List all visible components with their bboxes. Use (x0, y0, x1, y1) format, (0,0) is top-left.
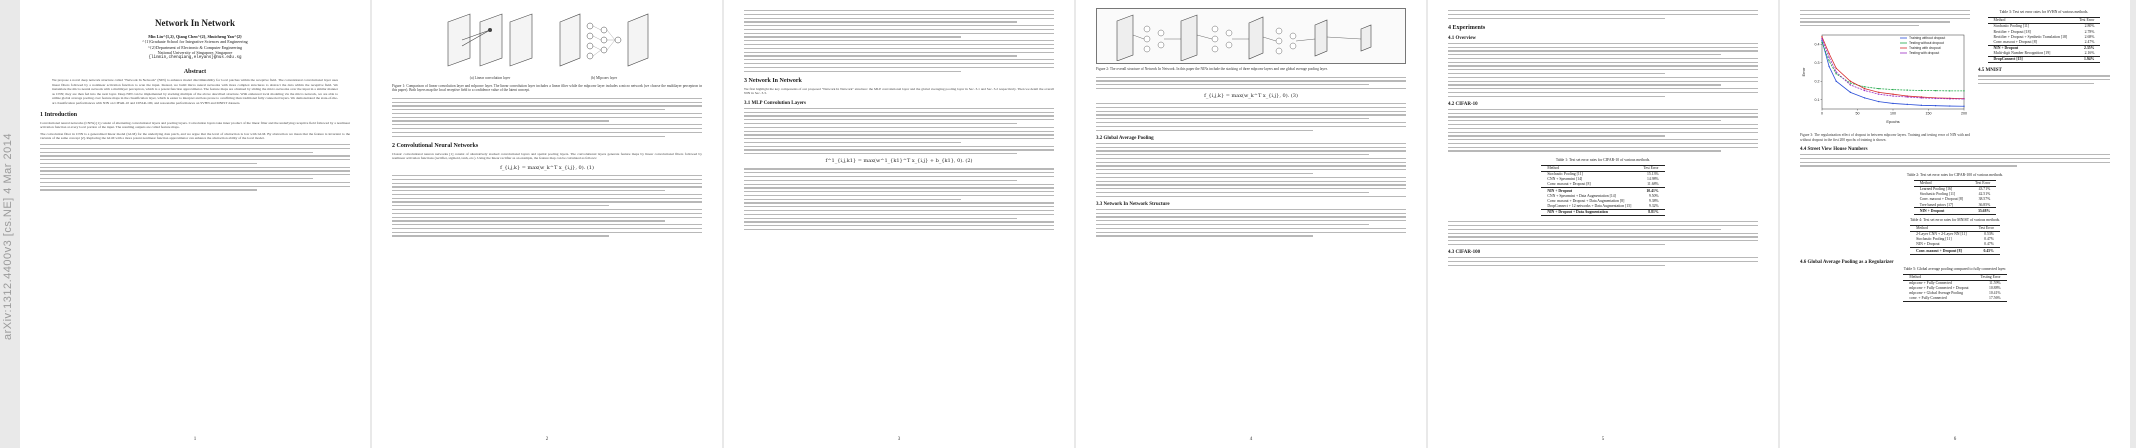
table-gap (1903, 274, 2006, 303)
data-point (1836, 68, 1837, 69)
table-row (1914, 208, 1997, 214)
table-5-caption: Table 5: Global average pooling compared to fully connected layer. (1903, 266, 2007, 271)
body-text-lines (744, 168, 1054, 230)
data-point (1935, 105, 1936, 106)
body-text-lines (392, 98, 702, 137)
linear-conv-diagram (440, 10, 540, 68)
intro-paragraph-2: The convolution filter in CNN is a generalized linear model (GLM) for the underlying data patch, and we argue that the level of abstraction is low with GLM. By abstraction we mean that the feature is invariant to the variants of the same concept [2]. Replacing the GLM with a more potent nonlinear function approximator can enhance the abstraction ability of the local model. (40, 131, 350, 141)
y-axis-label: Error (1801, 67, 1806, 77)
error-cell: 11.59% (1989, 280, 2001, 285)
section-4-heading: 4 Experiments (1448, 24, 1486, 31)
error-cell: 15.13% (1646, 172, 1659, 177)
page-number: 4 (1249, 437, 1253, 442)
body-text-lines (1800, 10, 1970, 26)
data-point (1892, 95, 1893, 96)
section-4-3-heading: 4.3 CIFAR-100 (1448, 250, 1481, 256)
table-row (1914, 197, 1997, 202)
table-3-caption: Table 3: Test set error rates for SVHN of various methods. (1999, 10, 2089, 14)
body-text-lines (1096, 209, 1406, 237)
method-cell: Conv. maxout + Dropout + Data Augmentation [8] (1547, 198, 1625, 203)
error-cell: 11.68% (1647, 182, 1659, 187)
abstract-text: We propose a novel deep network structure called "Network In Network" (NIN) to enhance model discriminability for local patches within the receptive field. The conventional convolutional layer uses linear filters followed by a nonlinear activation function to scan the input. Instead, we build micro neural networks with more complex structures to abstract the data within the receptive field. We instantiate the micro neural network with a multilayer perceptron, which is a potent function approximator. The feature maps are obtained by sliding the micro networks over the input in a similar manner as CNN; they are then fed into the next layer. Deep NIN can be implemented by stacking multiple of the above described structure. With enhanced local modeling via the micro network, we are able to utilize global average pooling over feature maps in the classification layer, which is easier to interpret and less prone to overfitting than traditional fully connected layers. We demonstrated the state-of-the-art classification performances with NIN on CIFAR-10 and CIFAR-100, and reasonable performances on SVHN and MNIST datasets. (52, 78, 338, 105)
legend-label: Testing with dropout (1909, 50, 1940, 55)
x-tick-label: 50 (1855, 111, 1860, 116)
equation-1: f_{i,j,k} = max(w_k^T x_{i,j}, 0). (1) (500, 164, 594, 171)
error-cell: 9.38% (1648, 198, 1659, 203)
data-point (1949, 105, 1950, 106)
data-point (1963, 90, 1964, 91)
data-point (1828, 53, 1829, 54)
page-number: 2 (545, 437, 549, 442)
error-cell: 2.78% (2084, 29, 2095, 34)
table-4-caption: Table 4: Test set error rates for MNIST of various methods. (1909, 217, 2001, 222)
table-header: Method (1988, 18, 2074, 24)
data-point (1850, 92, 1851, 93)
data-point (1828, 56, 1829, 57)
data-point (1836, 80, 1837, 81)
x-tick-label: 0 (1821, 111, 1823, 116)
table-row (1910, 231, 2000, 237)
data-point (1878, 93, 1879, 94)
table-cifar100 (1914, 180, 1997, 215)
page-number: 1 (193, 437, 197, 442)
method-cell: NIN + Dropout (1916, 242, 1940, 247)
data-point (1864, 97, 1865, 98)
error-cell: 10.41% (1637, 188, 1664, 194)
affiliation-2: ^{2}Department of Electronic & Computer Engineering (147, 44, 243, 50)
data-point (1821, 42, 1822, 43)
paper-title: Network In Network (155, 18, 235, 28)
data-point (1963, 98, 1964, 99)
y-tick-label: 0.1 (1814, 97, 1820, 102)
body-text-lines (1978, 75, 2110, 84)
table-header: Test Error (2073, 18, 2100, 24)
error-cell: 2.35% (2073, 45, 2100, 51)
section-3-text: We first highlight the key components of our proposed "Network In Network" structure: the MLP convolutional layer and the global averaging pooling layer in Sec. 3.1 and Sec. 3.2 respectively. Then we detail the overall NIN in Sec. 3.3. (744, 86, 1054, 96)
method-cell: Stochastic Pooling [11] (1916, 237, 1952, 242)
section-1-heading: 1 Introduction (40, 111, 78, 118)
method-cell: Conv. maxout + Dropout [8] (1547, 182, 1591, 187)
data-point (1892, 93, 1893, 94)
error-cell: 10.88% (1988, 286, 2001, 291)
intro-paragraph-1: Convolutional neural networks (CNNs) [1] consist of alternating convolutional layers and pooling layers. Convolution layers take inner product of the linear filter and the underlying receptive field followed by a nonlinear activation function at every local portion of the input. The resulting outputs are called feature maps. (40, 120, 350, 130)
method-cell: 2-Layer CNN + 2-Layer NN [11] (1916, 232, 1967, 237)
error-cell: 0.45% (1973, 248, 2000, 254)
data-point (1836, 71, 1837, 72)
table-row (1910, 248, 2000, 254)
data-point (1821, 38, 1822, 39)
equation-3: f_{i,j,k} = max(w_k^T x_{i,j}, 0). (3) (1204, 93, 1298, 100)
method-cell: CNN + Spearmint + Data Augmentation [14] (1547, 193, 1616, 198)
body-text-lines (744, 10, 1054, 72)
nin-structure-diagram (1111, 11, 1391, 61)
x-tick-label: 100 (1890, 111, 1896, 116)
section-4-6-heading: 4.6 Global Average Pooling as a Regularizer (1800, 259, 1894, 265)
table-header: Method (1914, 180, 1969, 186)
legend-label: Testing without dropout (1909, 40, 1944, 45)
body-text-lines (1448, 43, 1758, 97)
data-point (1878, 101, 1879, 102)
error-cell: 0.47% (1984, 242, 1994, 247)
table-header: Testing Error (1975, 274, 2007, 280)
data-point (1864, 88, 1865, 89)
legend-label: Training without dropout (1909, 35, 1946, 40)
table-header: Method (1541, 165, 1637, 171)
method-cell: Conv. maxout + Dropout [8] (1919, 197, 1964, 202)
page-number: 5 (1601, 437, 1605, 442)
data-point (1850, 80, 1851, 81)
body-text-lines (744, 108, 1054, 155)
data-point (1907, 104, 1908, 105)
y-tick-label: 0.2 (1814, 79, 1820, 84)
body-text-lines (1448, 109, 1758, 152)
data-point (1892, 89, 1893, 90)
abstract-heading: Abstract (183, 69, 207, 76)
error-cell: 2.80% (2084, 24, 2095, 29)
figure-2 (1096, 8, 1406, 64)
method-cell: Rectifier + Dropout [18] (1993, 29, 2031, 34)
data-point (1828, 66, 1829, 67)
page-4 (1076, 0, 1426, 448)
method-cell: NIN + Dropout (1914, 208, 1969, 214)
method-cell: Stochastic Pooling [11] (1919, 192, 1956, 197)
body-text-lines (40, 144, 350, 191)
error-cell: 35.68% (1969, 208, 1996, 214)
method-cell: Stochastic Pooling [11] (1547, 172, 1583, 177)
method-cell: Tree based priors [17] (1919, 202, 1954, 207)
data-point (1921, 105, 1922, 106)
method-cell: mlpconv + Fully Connected (1909, 280, 1952, 285)
section-4-5-heading: 4.5 MNIST (1978, 68, 2002, 74)
method-cell: Multi-digit Number Recognition [19] (1993, 51, 2051, 56)
table-header: Method (1910, 225, 1973, 231)
data-point (1836, 73, 1837, 74)
data-point (1850, 82, 1851, 83)
error-cell: 9.50% (1648, 193, 1659, 198)
method-cell: conv. + Fully Connected (1903, 296, 1974, 302)
arxiv-stamp: arXiv:1312.4400v3 [cs.NE] 4 Mar 2014 (2, 133, 14, 340)
method-cell: Conv. maxout + Dropout [8] (1910, 248, 1973, 254)
data-point (1921, 90, 1922, 91)
method-cell: mlpconv + Global Average Pooling (1909, 291, 1964, 296)
method-cell: DropConnect [15] (1988, 57, 2074, 63)
page-2 (372, 0, 722, 448)
body-text-lines (392, 175, 702, 237)
method-cell: mlpconv + Fully Connected + Dropout (1909, 286, 1969, 291)
table-header: Test Error (1969, 180, 1996, 186)
section-3-2-heading: 3.2 Global Average Pooling (1096, 135, 1154, 141)
body-text-lines (1448, 10, 1758, 19)
body-text-lines (1448, 221, 1758, 245)
figure-1 (392, 10, 702, 81)
data-point (1963, 105, 1964, 106)
table-cifar10 (1541, 165, 1664, 217)
figure-3-caption: Figure 3: The regularization effect of dropout in between mlpconv layers. Training and testing error of NIN with and without dropout in the first 200 epochs of training is shown. (1800, 132, 1970, 142)
body-text-lines (1800, 154, 2110, 167)
affiliation-1: ^{1}Graduate School for Integrative Sciences and Engineering (142, 39, 248, 45)
error-cell: 1.94% (2073, 57, 2100, 63)
method-cell: NIN + Dropout + Data Augmentation (1541, 210, 1637, 216)
equation-2: f^1_{i,j,k1} = max(w^1_{k1}^T x_{i,j} + b_{k1}, 0). (2) (825, 158, 973, 165)
error-cell: 2.68% (2084, 34, 2095, 39)
table-row (1903, 296, 2006, 302)
table-row (1541, 210, 1664, 216)
mlpconv-diagram (554, 10, 654, 68)
error-cell: 0.53% (1984, 232, 1994, 237)
affiliation-3: National University of Singapore, Singapore (157, 50, 233, 56)
section-2-text: Classic convolutional neuron networks [1] consist of alternatively stacked convolutional layers and spatial pooling layers. The convolutional layers generate feature maps by linear convolutional filters followed by nonlinear activation functions (rectifier, sigmoid, tanh, etc.). Using the linear rectifier as an example, the feature map can be calculated as follows: (392, 151, 702, 161)
figure-2-caption: Figure 2: The overall structure of Network In Network. In this paper the NINs include the stacking of three mlpconv layers and one global average pooling layer. (1096, 67, 1328, 71)
section-2-heading: 2 Convolutional Neural Networks (392, 142, 479, 149)
error-cell: 38.57% (1978, 197, 1991, 202)
section-3-3-heading: 3.3 Network In Network Structure (1096, 201, 1170, 207)
dropout-regularization-chart (1800, 29, 1970, 125)
data-point (1921, 97, 1922, 98)
authors: Min Lin^{1,2}, Qiang Chen^{2}, Shuicheng Yan^{2} (148, 34, 242, 39)
data-point (1850, 84, 1851, 85)
method-cell: Stochastic Pooling [11] (1993, 24, 2030, 29)
table-header: Method (1903, 274, 1974, 280)
error-cell: 17.56% (1975, 296, 2007, 302)
data-point (1907, 96, 1908, 97)
page-1 (20, 0, 370, 448)
body-text-lines (1448, 257, 1758, 266)
page-number: 6 (1953, 437, 1957, 442)
table-row (1988, 57, 2101, 63)
method-cell: NIN + Dropout (1541, 188, 1637, 194)
error-cell: 2.16% (2084, 51, 2095, 56)
y-tick-label: 0.4 (1814, 42, 1820, 47)
method-cell: NIN + Dropout (1988, 45, 2074, 51)
fig1a-caption: (a) Linear convolution layer (469, 76, 511, 80)
section-4-2-heading: 4.2 CIFAR-10 (1448, 101, 1478, 107)
page-number: 3 (897, 437, 901, 442)
table-header: Test Error (1973, 225, 2000, 231)
author-emails: {linmin,chenqiang,eleyans}@nus.edu.sg (148, 55, 242, 60)
data-point (1821, 36, 1822, 37)
x-tick-label: 200 (1961, 111, 1967, 116)
page-5 (1428, 0, 1778, 448)
x-tick-label: 150 (1925, 111, 1932, 116)
data-point (1828, 60, 1829, 61)
author-block (40, 34, 350, 61)
section-3-heading: 3 Network In Network (744, 77, 802, 84)
page-6 (1780, 0, 2130, 448)
data-point (1935, 98, 1936, 99)
method-cell: CNN + Spearmint [14] (1547, 177, 1583, 182)
error-cell: 42.51% (1978, 192, 1991, 197)
table-header: Test Error (1637, 165, 1664, 171)
error-cell: 14.98% (1646, 177, 1659, 182)
error-cell: 2.47% (2084, 39, 2095, 44)
data-point (1907, 89, 1908, 90)
x-axis-label: Epochs (1886, 118, 1900, 124)
error-cell: 0.47% (1984, 237, 1994, 242)
data-point (1892, 103, 1893, 104)
body-text-lines (1096, 103, 1406, 131)
section-4-4-heading: 4.4 Street View House Numbers (1800, 147, 1868, 153)
method-cell: Conv. maxout + Dropout [8] (1993, 39, 2037, 44)
data-point (1878, 92, 1879, 93)
error-cell: 36.85% (1978, 202, 1991, 207)
section-4-1-heading: 4.1 Overview (1448, 35, 1477, 41)
error-cell: 43.71% (1978, 186, 1991, 191)
error-cell: 10.41% (1988, 291, 2001, 296)
body-text-lines (1096, 77, 1406, 90)
fig1b-caption: (b) Mlpconv layer (590, 76, 618, 80)
page-3 (724, 0, 1074, 448)
table-mnist (1910, 225, 2000, 255)
method-cell: Learned Pooling [16] (1919, 186, 1953, 191)
method-cell: DropConnect + 12 networks + Data Augmentation [15] (1547, 204, 1632, 209)
figure-1-caption: Figure 1: Comparison of linear convolution layer and mlpconv layer. The linear convolution layer includes a linear filter while the mlpconv layer includes a micro network (we choose the multilayer perceptron in this paper). Both layers map the local receptive field to a confidence value of the latent concept. (392, 83, 702, 93)
method-cell: Rectifier + Dropout + Synthetic Translation [18] (1993, 34, 2068, 39)
error-cell: 9.32% (1648, 204, 1659, 209)
data-point (1864, 86, 1865, 87)
y-tick-label: 0.3 (1814, 60, 1820, 65)
table-2-caption: Table 2: Test set error rates for CIFAR-100 of various methods. (1906, 172, 2004, 177)
data-point (1864, 90, 1865, 91)
table-1-caption: Table 1: Test set error rates for CIFAR-10 of various methods. (1555, 157, 1651, 162)
data-point (1949, 90, 1950, 91)
error-cell: 8.81% (1637, 210, 1664, 216)
data-point (1949, 98, 1950, 99)
data-point (1878, 88, 1879, 89)
legend-label: Training with dropout (1909, 45, 1941, 50)
table-svhn (1988, 17, 2101, 63)
section-3-1-heading: 3.1 MLP Convolution Layers (744, 100, 806, 106)
data-point (1935, 90, 1936, 91)
body-text-lines (1096, 143, 1406, 197)
